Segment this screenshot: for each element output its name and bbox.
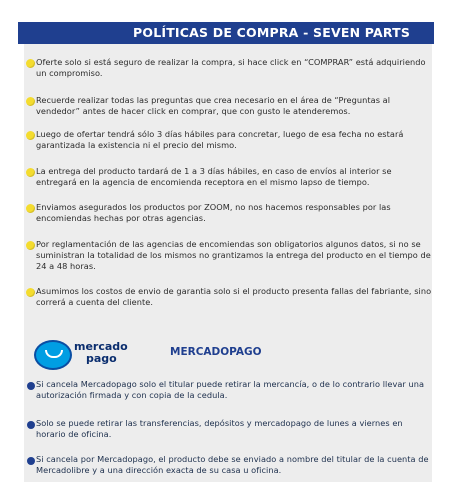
bullet-icon [26, 288, 35, 297]
policies-header-banner [18, 22, 434, 44]
policy-item: Asumimos los costos de envio de garantia solo si el producto presenta fallas del fabriante, sino correrá a cuenta del cliente. [36, 286, 432, 307]
bullet-icon [26, 168, 35, 177]
bullet-icon [26, 59, 35, 68]
mercadopago-item: Si cancela Mercadopago solo el titular puede retirar la mercancía, o de lo contrario llevar una autorización firmada y con copia de la cedula. [36, 379, 425, 400]
handshake-icon [34, 340, 72, 370]
logo-text-pago: pago [86, 352, 117, 365]
mercadopago-item: Solo se puede retirar las transferencias, depósitos y mercadopago de lunes a viernes en horario de oficina. [36, 418, 403, 439]
mercadopago-logo [34, 338, 128, 372]
policy-item: La entrega del producto tardará de 1 a 3 días hábiles, en caso de envíos al interior se entregará en la agencia de encomienda receptora en el mismo lapso de tiempo. [36, 166, 392, 187]
bullet-icon [26, 131, 35, 140]
page-title: POLÍTICAS DE COMPRA - SEVEN PARTS [133, 25, 411, 40]
bullet-icon [26, 97, 35, 106]
mercadopago-title: MERCADOPAGO [170, 346, 262, 358]
policy-item: Enviamos asegurados los productos por ZOOM, no nos hacemos responsables por las encomiendas hechas por otras agencias. [36, 202, 391, 223]
policy-item: Luego de ofertar tendrá sólo 3 días hábiles para concretar, luego de esa fecha no estará garantizada la existencia ni el precio del mismo. [36, 129, 404, 150]
bullet-icon [26, 204, 35, 213]
policy-item: Por reglamentación de las agencias de encomiendas son obligatorios algunos datos, si no se suministran la totalidad de los mismos no grantizamos la entrega del producto en el tiempo de 24 a 48 horas. [36, 239, 431, 271]
bullet-icon [27, 382, 35, 390]
policy-item: Recuerde realizar todas las preguntas que crea necesario en el área de “Preguntas al vendedor” antes de hacer click en comprar, que con gusto le atenderemos. [36, 95, 391, 116]
bullet-icon [27, 421, 35, 429]
bullet-icon [26, 241, 35, 250]
policy-item: Oferte solo si está seguro de realizar la compra, si hace click en “COMPRAR” está adquiriendo un compromiso. [36, 57, 426, 78]
mercadopago-item: Si cancela por Mercadopago, el producto debe se enviado a nombre del titular de la cuenta de Mercadolibre y a una dirección exacta de su casa u oficina. [36, 454, 429, 475]
logo-text-mercado: mercado [74, 340, 128, 353]
bullet-icon [27, 457, 35, 465]
